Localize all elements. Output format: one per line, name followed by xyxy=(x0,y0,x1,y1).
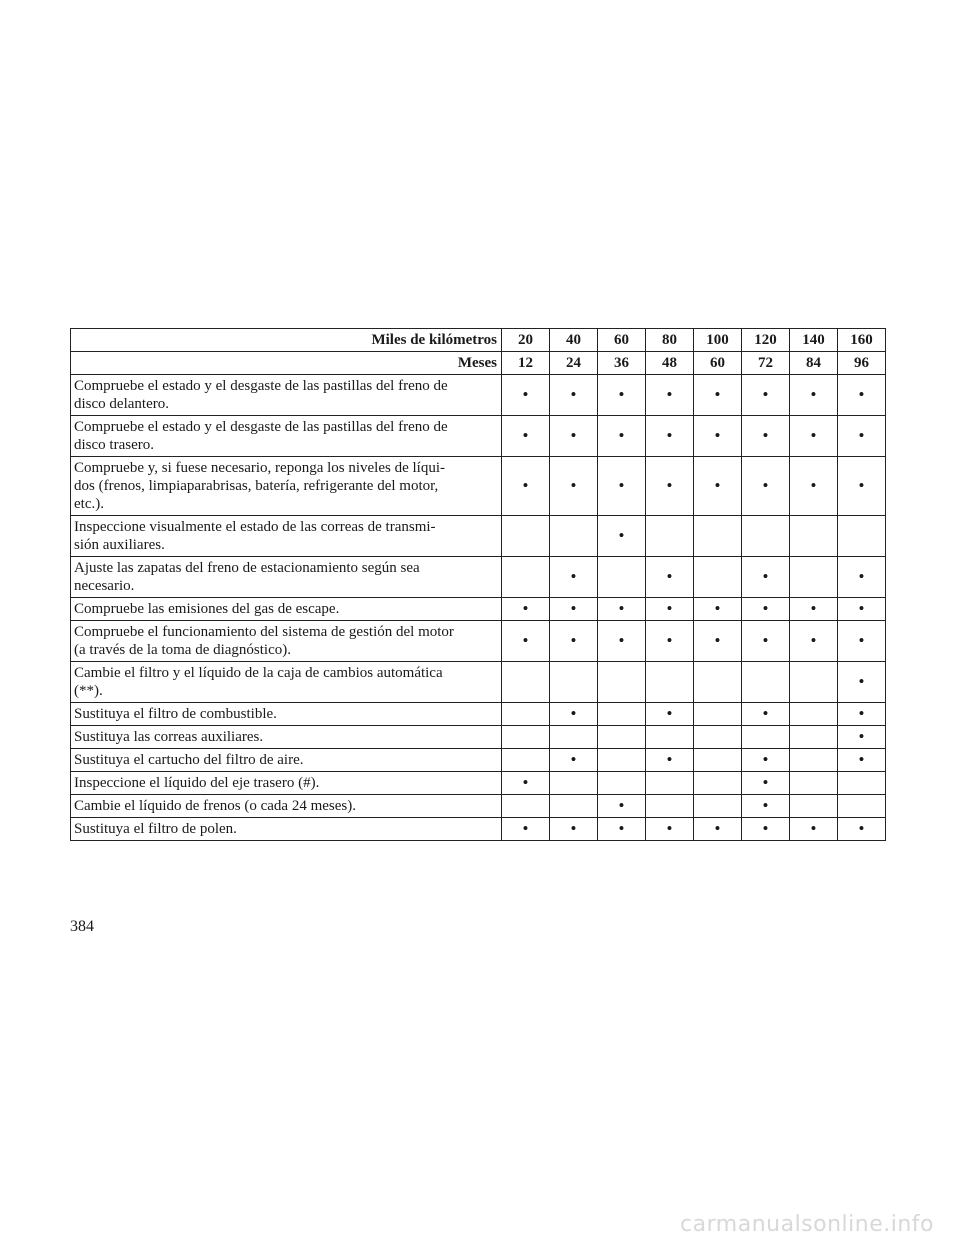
interval-cell xyxy=(694,662,742,703)
interval-cell xyxy=(502,598,550,621)
service-dot: • xyxy=(666,567,673,586)
task-description xyxy=(71,818,502,841)
task-description-line: necesario. xyxy=(74,578,135,594)
task-description xyxy=(71,457,502,516)
service-dot: • xyxy=(714,631,721,650)
service-dot: • xyxy=(666,750,673,769)
interval-cell xyxy=(694,726,742,749)
interval-cell xyxy=(550,516,598,557)
months-value: 84 xyxy=(790,352,838,375)
service-dot: • xyxy=(858,704,865,723)
interval-cell xyxy=(694,557,742,598)
interval-cell xyxy=(838,703,886,726)
interval-cell xyxy=(598,726,646,749)
interval-cell xyxy=(790,557,838,598)
interval-cell xyxy=(790,749,838,772)
interval-cell xyxy=(502,772,550,795)
interval-cell xyxy=(598,795,646,818)
table-row xyxy=(71,795,886,818)
table-row xyxy=(71,621,886,662)
km-value: 40 xyxy=(550,329,598,352)
km-value: 80 xyxy=(646,329,694,352)
interval-cell xyxy=(694,749,742,772)
interval-cell xyxy=(598,516,646,557)
interval-cell xyxy=(694,772,742,795)
service-dot: • xyxy=(762,476,769,495)
interval-cell xyxy=(838,818,886,841)
task-description xyxy=(71,621,502,662)
interval-cell xyxy=(790,598,838,621)
service-dot: • xyxy=(858,476,865,495)
service-dot: • xyxy=(522,631,529,650)
interval-cell xyxy=(790,662,838,703)
service-dot: • xyxy=(522,476,529,495)
interval-cell xyxy=(598,772,646,795)
months-value: 60 xyxy=(694,352,742,375)
interval-cell xyxy=(838,795,886,818)
km-value: 120 xyxy=(742,329,790,352)
service-dot: • xyxy=(810,599,817,618)
interval-cell xyxy=(646,749,694,772)
service-dot: • xyxy=(762,819,769,838)
service-dot: • xyxy=(858,567,865,586)
interval-cell xyxy=(838,516,886,557)
service-dot: • xyxy=(762,704,769,723)
interval-cell xyxy=(694,795,742,818)
interval-cell xyxy=(646,375,694,416)
service-dot: • xyxy=(762,426,769,445)
interval-cell xyxy=(646,516,694,557)
interval-cell xyxy=(646,416,694,457)
interval-cell xyxy=(598,621,646,662)
task-description xyxy=(71,598,502,621)
task-description-line: Sustituya el filtro de combustible. xyxy=(74,706,277,722)
task-description xyxy=(71,795,502,818)
interval-cell xyxy=(742,457,790,516)
interval-cell xyxy=(550,598,598,621)
service-dot: • xyxy=(522,385,529,404)
interval-cell xyxy=(502,726,550,749)
interval-cell xyxy=(646,772,694,795)
months-header-label: Meses xyxy=(71,352,502,375)
interval-cell xyxy=(742,416,790,457)
service-dot: • xyxy=(810,819,817,838)
task-description xyxy=(71,726,502,749)
interval-cell xyxy=(838,726,886,749)
service-dot: • xyxy=(618,476,625,495)
months-value: 36 xyxy=(598,352,646,375)
service-dot: • xyxy=(858,385,865,404)
interval-cell xyxy=(550,621,598,662)
service-dot: • xyxy=(762,567,769,586)
interval-cell xyxy=(550,662,598,703)
interval-cell xyxy=(646,818,694,841)
months-header-row xyxy=(71,352,886,375)
interval-cell xyxy=(646,726,694,749)
interval-cell xyxy=(694,457,742,516)
service-dot: • xyxy=(570,819,577,838)
interval-cell xyxy=(550,818,598,841)
interval-cell xyxy=(694,621,742,662)
interval-cell xyxy=(646,662,694,703)
interval-cell xyxy=(790,457,838,516)
interval-cell xyxy=(742,818,790,841)
task-description-line: (**). xyxy=(74,683,103,699)
interval-cell xyxy=(838,662,886,703)
interval-cell xyxy=(694,818,742,841)
interval-cell xyxy=(742,598,790,621)
task-description-line: Compruebe y, si fuese necesario, reponga los niveles de líqui- xyxy=(74,460,446,476)
interval-cell xyxy=(790,703,838,726)
service-dot: • xyxy=(666,599,673,618)
service-dot: • xyxy=(762,385,769,404)
interval-cell xyxy=(838,598,886,621)
task-description-line: Cambie el líquido de frenos (o cada 24 meses). xyxy=(74,798,356,814)
service-dot: • xyxy=(618,819,625,838)
interval-cell xyxy=(694,516,742,557)
interval-cell xyxy=(646,795,694,818)
interval-cell xyxy=(742,726,790,749)
task-description xyxy=(71,516,502,557)
months-value: 24 xyxy=(550,352,598,375)
task-description xyxy=(71,375,502,416)
table-row xyxy=(71,703,886,726)
task-description-line: disco delantero. xyxy=(74,396,169,412)
interval-cell xyxy=(790,375,838,416)
km-header-row xyxy=(71,329,886,352)
service-dot: • xyxy=(714,385,721,404)
interval-cell xyxy=(790,621,838,662)
service-dot: • xyxy=(858,672,865,691)
service-dot: • xyxy=(714,599,721,618)
interval-cell xyxy=(502,818,550,841)
interval-cell xyxy=(742,557,790,598)
interval-cell xyxy=(598,598,646,621)
service-dot: • xyxy=(570,599,577,618)
service-dot: • xyxy=(666,385,673,404)
interval-cell xyxy=(550,749,598,772)
months-value: 12 xyxy=(502,352,550,375)
interval-cell xyxy=(838,772,886,795)
service-dot: • xyxy=(618,631,625,650)
task-description-line: Sustituya las correas auxiliares. xyxy=(74,729,264,745)
task-description xyxy=(71,772,502,795)
service-dot: • xyxy=(618,426,625,445)
page-number: 384 xyxy=(70,918,94,935)
interval-cell xyxy=(502,416,550,457)
table-row xyxy=(71,726,886,749)
service-dot: • xyxy=(666,631,673,650)
km-value: 60 xyxy=(598,329,646,352)
interval-cell xyxy=(838,621,886,662)
service-dot: • xyxy=(570,631,577,650)
service-dot: • xyxy=(714,819,721,838)
service-dot: • xyxy=(714,426,721,445)
task-description-line: (a través de la toma de diagnóstico). xyxy=(74,642,292,658)
interval-cell xyxy=(790,795,838,818)
interval-cell xyxy=(790,772,838,795)
interval-cell xyxy=(598,818,646,841)
interval-cell xyxy=(838,557,886,598)
service-dot: • xyxy=(618,385,625,404)
task-description xyxy=(71,749,502,772)
task-description xyxy=(71,703,502,726)
service-dot: • xyxy=(570,385,577,404)
service-dot: • xyxy=(810,631,817,650)
interval-cell xyxy=(742,662,790,703)
interval-cell xyxy=(790,416,838,457)
table-row xyxy=(71,772,886,795)
task-description-line: Compruebe las emisiones del gas de escape. xyxy=(74,601,340,617)
task-description-line: Compruebe el estado y el desgaste de las pastillas del freno de xyxy=(74,419,448,435)
maintenance-schedule-table xyxy=(70,328,886,841)
table-row xyxy=(71,598,886,621)
km-header-label: Miles de kilómetros xyxy=(71,329,502,352)
interval-cell xyxy=(502,375,550,416)
table-row xyxy=(71,749,886,772)
interval-cell xyxy=(790,516,838,557)
interval-cell xyxy=(742,621,790,662)
task-description-line: dos (frenos, limpiaparabrisas, batería, refrigerante del motor, xyxy=(74,478,439,494)
interval-cell xyxy=(550,726,598,749)
service-dot: • xyxy=(522,819,529,838)
interval-cell xyxy=(694,416,742,457)
service-dot: • xyxy=(522,773,529,792)
months-value: 96 xyxy=(838,352,886,375)
interval-cell xyxy=(598,662,646,703)
task-description xyxy=(71,557,502,598)
task-description-line: Ajuste las zapatas del freno de estacionamiento según sea xyxy=(74,560,420,576)
months-value: 72 xyxy=(742,352,790,375)
interval-cell xyxy=(598,416,646,457)
interval-cell xyxy=(502,457,550,516)
service-dot: • xyxy=(762,599,769,618)
interval-cell xyxy=(598,457,646,516)
service-dot: • xyxy=(762,631,769,650)
service-dot: • xyxy=(570,476,577,495)
interval-cell xyxy=(694,598,742,621)
interval-cell xyxy=(694,703,742,726)
task-description-line: Compruebe el funcionamiento del sistema de gestión del motor xyxy=(74,624,454,640)
schedule-body xyxy=(71,375,886,841)
service-dot: • xyxy=(858,819,865,838)
service-dot: • xyxy=(570,750,577,769)
task-description xyxy=(71,416,502,457)
interval-cell xyxy=(790,726,838,749)
service-dot: • xyxy=(618,526,625,545)
interval-cell xyxy=(502,557,550,598)
service-dot: • xyxy=(810,426,817,445)
interval-cell xyxy=(838,375,886,416)
table-row xyxy=(71,662,886,703)
interval-cell xyxy=(502,749,550,772)
table-row xyxy=(71,416,886,457)
interval-cell xyxy=(790,818,838,841)
km-value: 160 xyxy=(838,329,886,352)
interval-cell xyxy=(598,749,646,772)
interval-cell xyxy=(550,457,598,516)
interval-cell xyxy=(646,621,694,662)
km-value: 20 xyxy=(502,329,550,352)
interval-cell xyxy=(502,516,550,557)
service-dot: • xyxy=(618,796,625,815)
task-description-line: sión auxiliares. xyxy=(74,537,165,553)
task-description-line: Inspeccione visualmente el estado de las correas de transmi- xyxy=(74,519,436,535)
task-description-line: etc.). xyxy=(74,496,104,512)
interval-cell xyxy=(742,749,790,772)
task-description-line: Cambie el filtro y el líquido de la caja de cambios automática xyxy=(74,665,443,681)
task-description-line: Inspeccione el líquido del eje trasero (#). xyxy=(74,775,320,791)
months-value: 48 xyxy=(646,352,694,375)
km-value: 140 xyxy=(790,329,838,352)
interval-cell xyxy=(502,621,550,662)
service-dot: • xyxy=(714,476,721,495)
service-dot: • xyxy=(666,476,673,495)
interval-cell xyxy=(598,557,646,598)
service-dot: • xyxy=(858,727,865,746)
interval-cell xyxy=(502,795,550,818)
interval-cell xyxy=(742,375,790,416)
interval-cell xyxy=(502,703,550,726)
service-dot: • xyxy=(810,476,817,495)
watermark-text: carmanualsonline.info xyxy=(680,1212,934,1237)
interval-cell xyxy=(502,662,550,703)
table-row xyxy=(71,375,886,416)
interval-cell xyxy=(742,795,790,818)
table-row xyxy=(71,457,886,516)
task-description-line: Sustituya el cartucho del filtro de aire. xyxy=(74,752,304,768)
service-dot: • xyxy=(666,704,673,723)
interval-cell xyxy=(550,416,598,457)
interval-cell xyxy=(646,598,694,621)
table-row xyxy=(71,557,886,598)
service-dot: • xyxy=(762,773,769,792)
interval-cell xyxy=(598,703,646,726)
service-dot: • xyxy=(810,385,817,404)
table-row xyxy=(71,818,886,841)
interval-cell xyxy=(550,557,598,598)
task-description-line: disco trasero. xyxy=(74,437,154,453)
service-dot: • xyxy=(570,567,577,586)
interval-cell xyxy=(550,795,598,818)
service-dot: • xyxy=(666,819,673,838)
service-dot: • xyxy=(858,599,865,618)
interval-cell xyxy=(838,416,886,457)
service-dot: • xyxy=(522,599,529,618)
table-row xyxy=(71,516,886,557)
interval-cell xyxy=(742,703,790,726)
task-description-line: Sustituya el filtro de polen. xyxy=(74,821,237,837)
interval-cell xyxy=(550,772,598,795)
km-value: 100 xyxy=(694,329,742,352)
service-dot: • xyxy=(570,704,577,723)
service-dot: • xyxy=(570,426,577,445)
service-dot: • xyxy=(858,631,865,650)
interval-cell xyxy=(694,375,742,416)
interval-cell xyxy=(742,772,790,795)
interval-cell xyxy=(742,516,790,557)
service-dot: • xyxy=(858,750,865,769)
service-dot: • xyxy=(762,796,769,815)
service-dot: • xyxy=(618,599,625,618)
service-dot: • xyxy=(762,750,769,769)
interval-cell xyxy=(550,375,598,416)
interval-cell xyxy=(838,749,886,772)
task-description-line: Compruebe el estado y el desgaste de las pastillas del freno de xyxy=(74,378,448,394)
service-dot: • xyxy=(522,426,529,445)
service-dot: • xyxy=(858,426,865,445)
interval-cell xyxy=(646,457,694,516)
interval-cell xyxy=(598,375,646,416)
interval-cell xyxy=(550,703,598,726)
interval-cell xyxy=(646,557,694,598)
task-description xyxy=(71,662,502,703)
interval-cell xyxy=(646,703,694,726)
interval-cell xyxy=(838,457,886,516)
service-dot: • xyxy=(666,426,673,445)
